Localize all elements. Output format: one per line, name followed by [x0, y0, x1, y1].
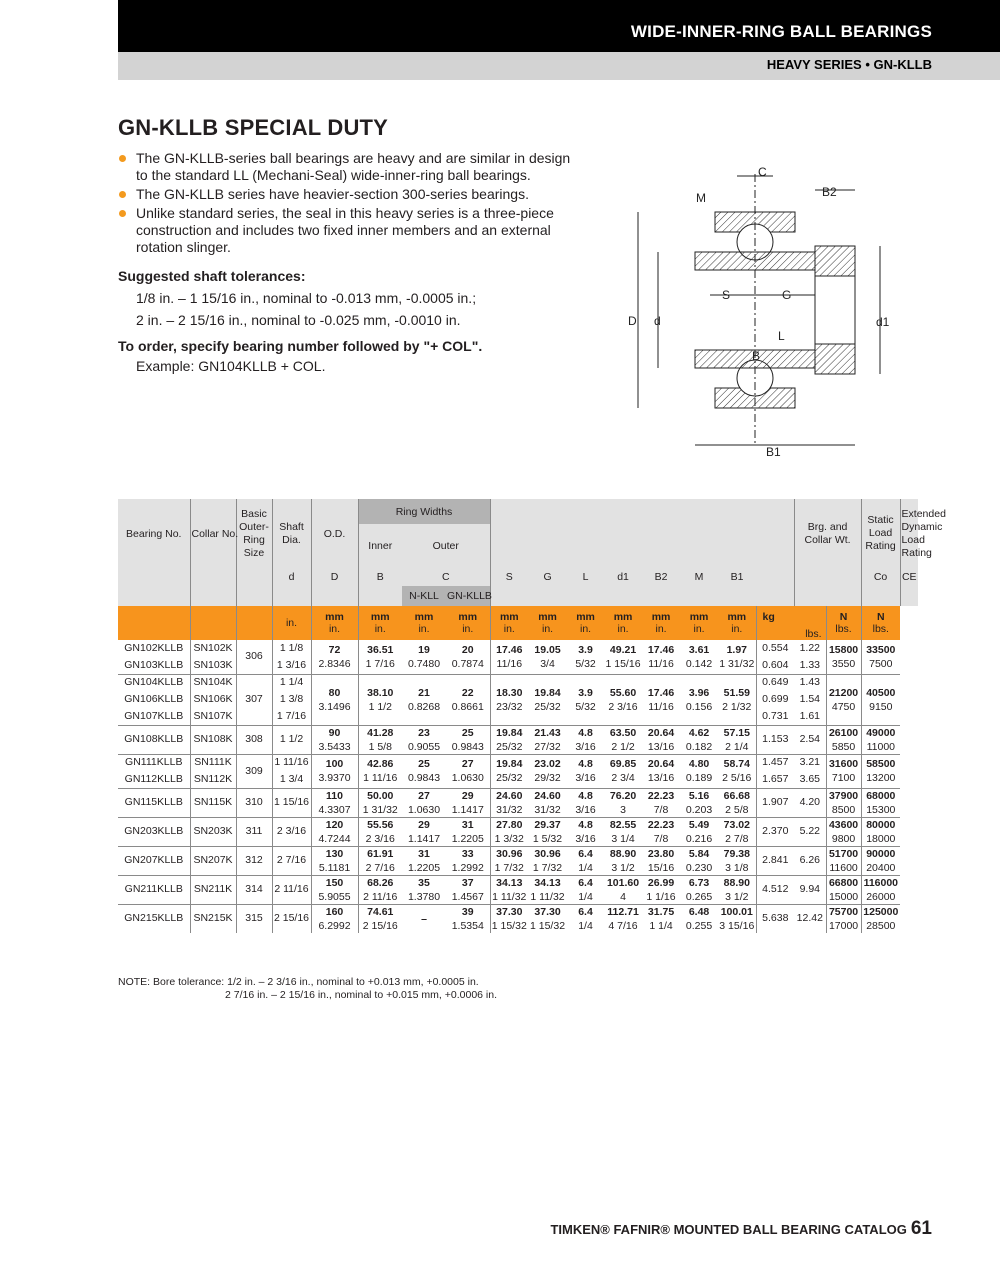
dim-od: 160 6.2992	[311, 904, 358, 933]
diagram-label-B1: B1	[766, 445, 781, 459]
dim-od: 100 3.9370	[311, 754, 358, 788]
dim-gnkllb: 29 1.1417	[446, 788, 490, 817]
collar-number: SN107K	[190, 708, 236, 725]
shaft-diameter: 1 11/16	[272, 754, 311, 771]
diagram-label-d: d	[654, 314, 661, 328]
dim-B1: 51.59 2 1/32	[718, 674, 756, 725]
dim-inner: 50.00 1 31/32	[358, 788, 402, 817]
dim-d1: 55.60 2 3/16	[604, 674, 642, 725]
dim-B2: 26.99 1 1/16	[642, 875, 680, 904]
dim-nkll: 23 0.9055	[402, 725, 446, 754]
dim-gnkllb: 25 0.9843	[446, 725, 490, 754]
weight-kg: 5.638	[756, 904, 794, 933]
weight-lbs: 12.42	[794, 904, 826, 933]
dim-inner: 36.51 1 7/16	[358, 640, 402, 674]
dim-od: 110 4.3307	[311, 788, 358, 817]
weight-lbs: 9.94	[794, 875, 826, 904]
collar-number: SN207K	[190, 846, 236, 875]
unit-mm-in: mm in.	[718, 606, 756, 640]
outer-ring-size: 310	[236, 788, 272, 817]
dim-L: 6.4 1/4	[567, 904, 604, 933]
dim-od: 90 3.5433	[311, 725, 358, 754]
order-example: Example: GN104KLLB + COL.	[136, 358, 326, 374]
dim-B2: 17.46 11/16	[647, 643, 675, 670]
dim-S: 19.84 25/32	[490, 725, 528, 754]
diagram-label-B2: B2	[822, 185, 837, 199]
dim-gnkllb: 33 1.2992	[446, 846, 490, 875]
dim-B2: 22.23 7/8	[642, 817, 680, 846]
bearing-number: GN111KLLB	[118, 754, 190, 771]
dim-d1: 101.60 4	[604, 875, 642, 904]
diagram-label-D: D	[628, 314, 637, 328]
dim-inner: 68.26 2 11/16	[358, 875, 402, 904]
static-load-rating: 66800 15000	[826, 875, 861, 904]
dim-nkll: 31 1.2205	[402, 846, 446, 875]
bearing-number: GN211KLLB	[118, 875, 190, 904]
dim-M: 5.84 0.230	[680, 846, 718, 875]
tolerance-heading: Suggested shaft tolerances:	[118, 268, 306, 284]
unit-mm-in: mm in.	[567, 606, 604, 640]
dim-inner: 74.61 2 15/16	[358, 904, 402, 933]
static-load-rating: 37900 8500	[826, 788, 861, 817]
col-header-bearing: Bearing No.	[118, 499, 190, 568]
unit-mm-in: mm in.	[642, 606, 680, 640]
collar-number: SN115K	[190, 788, 236, 817]
feature-bullet: The GN-KLLB series have heavier-section 300-series bearings.	[118, 186, 578, 203]
dim-inner: 42.86 1 11/16	[358, 754, 402, 788]
bearing-number: GN115KLLB	[118, 788, 190, 817]
col-header-nkll: N-KLL	[402, 586, 446, 606]
dim-S: 30.96 1 7/32	[490, 846, 528, 875]
outer-ring-size: 314	[236, 875, 272, 904]
collar-number: SN112K	[190, 771, 236, 788]
collar-number: SN203K	[190, 817, 236, 846]
unit-mm-in: mm in.	[490, 606, 528, 640]
dim-L: 3.9 5/32	[575, 643, 596, 670]
sym-G: G	[528, 568, 567, 586]
col-header-weight: Brg. and Collar Wt.	[794, 499, 861, 568]
weight-lbs: 5.22	[794, 817, 826, 846]
dim-M: 3.96 0.156	[680, 674, 718, 725]
dim-B1: 73.02 2 7/8	[718, 817, 756, 846]
bearing-table-body	[118, 606, 918, 933]
section-title: GN-KLLB SPECIAL DUTY	[118, 115, 389, 140]
weight-kg: 0.649	[756, 674, 794, 691]
dim-d1: 88.90 3 1/2	[604, 846, 642, 875]
dim-d1: 82.55 3 1/4	[604, 817, 642, 846]
dynamic-load-rating: 125000 28500	[861, 904, 900, 933]
outer-ring-size: 309	[236, 754, 272, 788]
static-load-rating: 75700 17000	[826, 904, 861, 933]
dim-G: 30.96 1 7/32	[528, 846, 567, 875]
bearing-number: GN207KLLB	[118, 846, 190, 875]
weight-kg: 4.512	[756, 875, 794, 904]
dim-B2: 31.75 1 1/4	[642, 904, 680, 933]
unit-mm-in: mm in.	[446, 606, 490, 640]
shaft-diameter: 2 15/16	[272, 904, 311, 933]
bearing-number: GN104KLLB	[118, 674, 190, 691]
shaft-diameter: 2 11/16	[272, 875, 311, 904]
unit-mm-in: mm in.	[311, 606, 358, 640]
outer-ring-size: 306	[236, 640, 272, 674]
dim-B1: 57.15 2 1/4	[718, 725, 756, 754]
dim-S: 37.30 1 15/32	[491, 905, 527, 932]
dim-G: 19.05 3/4	[534, 643, 561, 670]
sym-M: M	[680, 568, 718, 586]
bearing-number: GN108KLLB	[118, 725, 190, 754]
dim-d1: 63.50 2 1/2	[604, 725, 642, 754]
dim-S: 34.13 1 11/32	[490, 875, 528, 904]
sym-S: S	[490, 568, 528, 586]
dim-M: 6.73 0.265	[680, 875, 718, 904]
dim-nkll: 25 0.9843	[402, 754, 446, 788]
header-title: WIDE-INNER-RING BALL BEARINGS	[630, 22, 932, 41]
dim-B1: 88.90 3 1/2	[718, 875, 756, 904]
weight-kg: 1.457	[756, 754, 794, 771]
sym-L: L	[567, 568, 604, 586]
dim-S: 18.30 23/32	[490, 674, 528, 725]
dynamic-load-rating: 90000 20400	[861, 846, 900, 875]
dim-B2: 17.46 11/16	[642, 674, 680, 725]
sym-CE: CE	[900, 568, 918, 586]
page-number: 61	[910, 1218, 932, 1239]
dim-B2: 20.64 13/16	[642, 725, 680, 754]
shaft-diameter: 1 1/8	[272, 640, 311, 657]
shaft-diameter: 1 1/2	[272, 725, 311, 754]
dim-B1: 58.74 2 5/16	[718, 754, 756, 788]
dim-M: 4.80 0.189	[680, 754, 718, 788]
unit-mm-in: mm in.	[680, 606, 718, 640]
col-header-outer: Outer	[402, 524, 490, 568]
dim-L: 4.8 3/16	[567, 788, 604, 817]
dim-od: 150 5.9055	[311, 875, 358, 904]
weight-kg: 1.657	[756, 771, 794, 788]
weight-kg: 0.554	[756, 640, 794, 657]
table-row	[118, 754, 918, 771]
sym-B1: B1	[718, 568, 756, 586]
static-load-rating: 21200 4750	[826, 674, 861, 725]
static-load-rating: 31600 7100	[826, 754, 861, 788]
diagram-label-M: M	[696, 191, 706, 205]
unit-N-lbs: N lbs.	[826, 606, 861, 640]
feature-list	[118, 150, 578, 258]
dim-L: 4.8 3/16	[567, 725, 604, 754]
dim-G: 29.37 1 5/32	[528, 817, 567, 846]
shaft-diameter: 1 1/4	[272, 674, 311, 691]
dynamic-load-rating: 80000 18000	[861, 817, 900, 846]
col-header-od: O.D.	[311, 499, 358, 568]
header-subtitle: HEAVY SERIES • GN-KLLB	[766, 57, 932, 72]
dynamic-load-rating: 33500 7500	[861, 640, 900, 674]
dim-G: 21.43 27/32	[528, 725, 567, 754]
dim-inner: 55.56 2 3/16	[358, 817, 402, 846]
dim-G: 19.84 25/32	[528, 674, 567, 725]
dim-G: 34.13 1 11/32	[528, 875, 567, 904]
dim-B2: 23.80 15/16	[642, 846, 680, 875]
dim-inner: 38.10 1 1/2	[358, 674, 402, 725]
units-row	[118, 606, 918, 640]
dim-S: 24.60 31/32	[490, 788, 528, 817]
dim-S: 19.84 25/32	[490, 754, 528, 788]
feature-bullet: The GN-KLLB-series ball bearings are heavy and are similar in design to the standard LL (Mechani-Seal) wide-inner-ring ball bearings.	[118, 150, 578, 184]
collar-number: SN108K	[190, 725, 236, 754]
dim-G: 23.02 29/32	[528, 754, 567, 788]
unit-kg: kg	[756, 606, 794, 640]
static-load-rating: 15800 3550	[826, 640, 861, 674]
dim-B1: 66.68 2 5/8	[718, 788, 756, 817]
dynamic-load-rating: 40500 9150	[861, 674, 900, 725]
col-header-static: Static Load Rating	[861, 499, 900, 568]
dynamic-load-rating: 58500 13200	[861, 754, 900, 788]
dim-nkll: –	[402, 904, 446, 933]
weight-kg: 1.907	[756, 788, 794, 817]
sym-C: C	[402, 568, 490, 586]
dim-M: 5.49 0.216	[680, 817, 718, 846]
unit-mm-in: mm in.	[358, 606, 402, 640]
dim-L: 6.4 1/4	[567, 875, 604, 904]
collar-number: SN106K	[190, 691, 236, 708]
dim-od: 72 2.8346	[311, 640, 358, 674]
dim-S: 17.46 11/16	[490, 640, 528, 674]
dim-L: 4.8 3/16	[567, 817, 604, 846]
weight-lbs: 2.54	[794, 725, 826, 754]
diagram-label-d1: d1	[876, 315, 890, 329]
dim-B1: 79.38 3 1/8	[718, 846, 756, 875]
bearing-number: GN103KLLB	[124, 658, 184, 671]
weight-kg: 0.731	[756, 708, 794, 725]
dim-gnkllb: 31 1.2205	[446, 817, 490, 846]
weight-lbs: 1.54	[799, 693, 820, 705]
weight-lbs: 1.61	[799, 709, 820, 722]
unit-mm-in: mm in.	[402, 606, 446, 640]
dim-nkll: 29 1.1417	[402, 817, 446, 846]
dim-inner: 61.91 2 7/16	[358, 846, 402, 875]
dim-od: 130 5.1181	[311, 846, 358, 875]
bore-tolerance-note-2: 2 7/16 in. – 2 15/16 in., nominal to +0.015 mm, +0.0006 in.	[225, 989, 498, 1001]
dynamic-load-rating: 68000 15300	[861, 788, 900, 817]
diagram-label-G: G	[782, 288, 792, 302]
table-row	[118, 640, 918, 657]
outer-ring-size: 312	[236, 846, 272, 875]
shaft-diameter: 1 3/16	[272, 657, 311, 674]
dim-B2: 20.64 13/16	[642, 754, 680, 788]
collar-number: SN102K	[190, 640, 236, 657]
sym-D: D	[311, 568, 358, 586]
dim-M: 3.61 0.142	[685, 643, 713, 670]
bore-tolerance-note: NOTE: Bore tolerance: 1/2 in. – 2 3/16 in., nominal to +0.013 mm, +0.0005 in.	[118, 976, 479, 988]
dim-S: 27.80 1 3/32	[490, 817, 528, 846]
shaft-diameter: 2 7/16	[272, 846, 311, 875]
dim-M: 4.62 0.182	[680, 725, 718, 754]
sym-Co: Co	[861, 568, 900, 586]
footer-text: TIMKEN® FAFNIR® MOUNTED BALL BEARING CATALOG	[550, 1222, 907, 1237]
tolerance-line: 1/8 in. – 1 15/16 in., nominal to -0.013 mm, -0.0005 in.;	[136, 290, 477, 306]
weight-lbs: 1.43	[794, 674, 826, 691]
collar-number: SN211K	[190, 875, 236, 904]
col-header-ring-widths: Ring Widths	[358, 499, 490, 524]
bearing-number: GN203KLLB	[118, 817, 190, 846]
weight-lbs: 3.65	[799, 772, 820, 785]
unit-mm-in: mm in.	[528, 606, 567, 640]
shaft-diameter: 2 3/16	[272, 817, 311, 846]
unit-mm-in: mm in.	[604, 606, 642, 640]
subheader-bar	[118, 52, 1000, 80]
dim-L: 4.8 3/16	[567, 754, 604, 788]
bearing-table	[118, 499, 946, 933]
diagram-label-S: S	[722, 288, 731, 302]
order-heading: To order, specify bearing number followed by "+ COL".	[118, 338, 483, 354]
diagram-label-B: B	[752, 349, 761, 363]
weight-kg: 0.604	[756, 657, 794, 674]
unit-in: in.	[272, 606, 311, 640]
sym-d1: d1	[604, 568, 642, 586]
sym-B2: B2	[642, 568, 680, 586]
static-load-rating: 26100 5850	[826, 725, 861, 754]
bearing-cross-section-diagram	[610, 160, 910, 460]
dim-L: 3.9 5/32	[567, 674, 604, 725]
dim-od: 120 4.7244	[311, 817, 358, 846]
col-header-inner: Inner	[358, 524, 402, 568]
dim-d1: 69.85 2 3/4	[604, 754, 642, 788]
dim-G: 37.30 1 15/32	[530, 905, 566, 932]
dim-nkll: 19 0.7480	[407, 643, 441, 670]
outer-ring-size: 315	[236, 904, 272, 933]
dim-gnkllb: 39 1.5354	[446, 904, 490, 933]
collar-number: SN103K	[190, 657, 236, 674]
tolerance-line: 2 in. – 2 15/16 in., nominal to -0.025 mm, -0.0010 in.	[136, 312, 461, 328]
weight-kg: 2.841	[756, 846, 794, 875]
col-header-collar: Collar No.	[190, 499, 236, 568]
collar-number: SN215K	[190, 904, 236, 933]
dim-nkll: 35 1.3780	[402, 875, 446, 904]
dim-gnkllb: 27 1.0630	[446, 754, 490, 788]
weight-kg: 2.370	[756, 817, 794, 846]
bearing-number: GN102KLLB	[124, 642, 184, 654]
bearing-number: GN215KLLB	[118, 904, 190, 933]
outer-ring-size: 311	[236, 817, 272, 846]
col-header-gnkllb: GN-KLLB	[446, 586, 490, 606]
dim-gnkllb: 37 1.4567	[446, 875, 490, 904]
dim-d1: 76.20 3	[604, 788, 642, 817]
outer-ring-size: 307	[236, 674, 272, 725]
header-bar	[118, 0, 1000, 52]
feature-bullet: Unlike standard series, the seal in this heavy series is a three-piece construction and includes two fixed inner members and an external rotation slinger.	[118, 205, 578, 256]
diagram-label-L: L	[778, 329, 785, 343]
dim-L: 6.4 1/4	[567, 846, 604, 875]
dim-M: 6.48 0.255	[680, 904, 718, 933]
dim-nkll: 27 1.0630	[402, 788, 446, 817]
dim-B1: 1.97 1 31/32	[719, 643, 755, 670]
footer	[550, 1218, 932, 1240]
unit-N-lbs: N lbs.	[861, 606, 900, 640]
weight-lbs: 3.21	[794, 754, 826, 771]
shaft-diameter: 1 7/16	[272, 708, 311, 725]
weight-kg: 0.699	[756, 691, 794, 708]
dim-G: 24.60 31/32	[528, 788, 567, 817]
dynamic-load-rating: 49000 11000	[861, 725, 900, 754]
dim-nkll: 21 0.8268	[402, 674, 446, 725]
weight-lbs: 6.26	[794, 846, 826, 875]
dim-od: 80 3.1496	[311, 674, 358, 725]
outer-ring-size: 308	[236, 725, 272, 754]
bearing-number: GN112KLLB	[124, 772, 183, 785]
static-load-rating: 43600 9800	[826, 817, 861, 846]
dynamic-load-rating: 116000 26000	[861, 875, 900, 904]
collar-number: SN104K	[190, 674, 236, 691]
shaft-diameter: 1 3/4	[272, 771, 311, 788]
shaft-diameter: 1 15/16	[272, 788, 311, 817]
dim-gnkllb: 20 0.7874	[451, 643, 484, 670]
weight-lbs: 1.33	[799, 658, 820, 671]
weight-lbs: 1.22	[799, 642, 820, 654]
col-header-shaft: Shaft Dia.	[272, 499, 311, 568]
dim-d1: 112.71 4 7/16	[604, 904, 642, 933]
dim-B2: 22.23 7/8	[642, 788, 680, 817]
collar-number: SN111K	[190, 754, 236, 771]
dim-d1: 49.21 1 15/16	[605, 643, 641, 670]
sym-d: d	[272, 568, 311, 586]
static-load-rating: 51700 11600	[826, 846, 861, 875]
col-header-basic: Basic Outer-Ring Size	[236, 499, 272, 568]
shaft-diameter: 1 3/8	[272, 691, 311, 708]
bearing-number: GN107KLLB	[124, 709, 184, 722]
bearing-number: GN106KLLB	[124, 693, 184, 705]
table-row	[118, 674, 918, 691]
unit-lbs: lbs.	[794, 606, 826, 640]
weight-lbs: 4.20	[794, 788, 826, 817]
col-header-dynamic: Extended Dynamic Load Rating	[900, 499, 918, 568]
dim-gnkllb: 22 0.8661	[446, 674, 490, 725]
sym-B: B	[358, 568, 402, 586]
weight-kg: 1.153	[756, 725, 794, 754]
dim-inner: 41.28 1 5/8	[358, 725, 402, 754]
diagram-label-C: C	[758, 165, 767, 179]
dim-B1: 100.01 3 15/16	[719, 905, 755, 932]
dim-M: 5.16 0.203	[680, 788, 718, 817]
